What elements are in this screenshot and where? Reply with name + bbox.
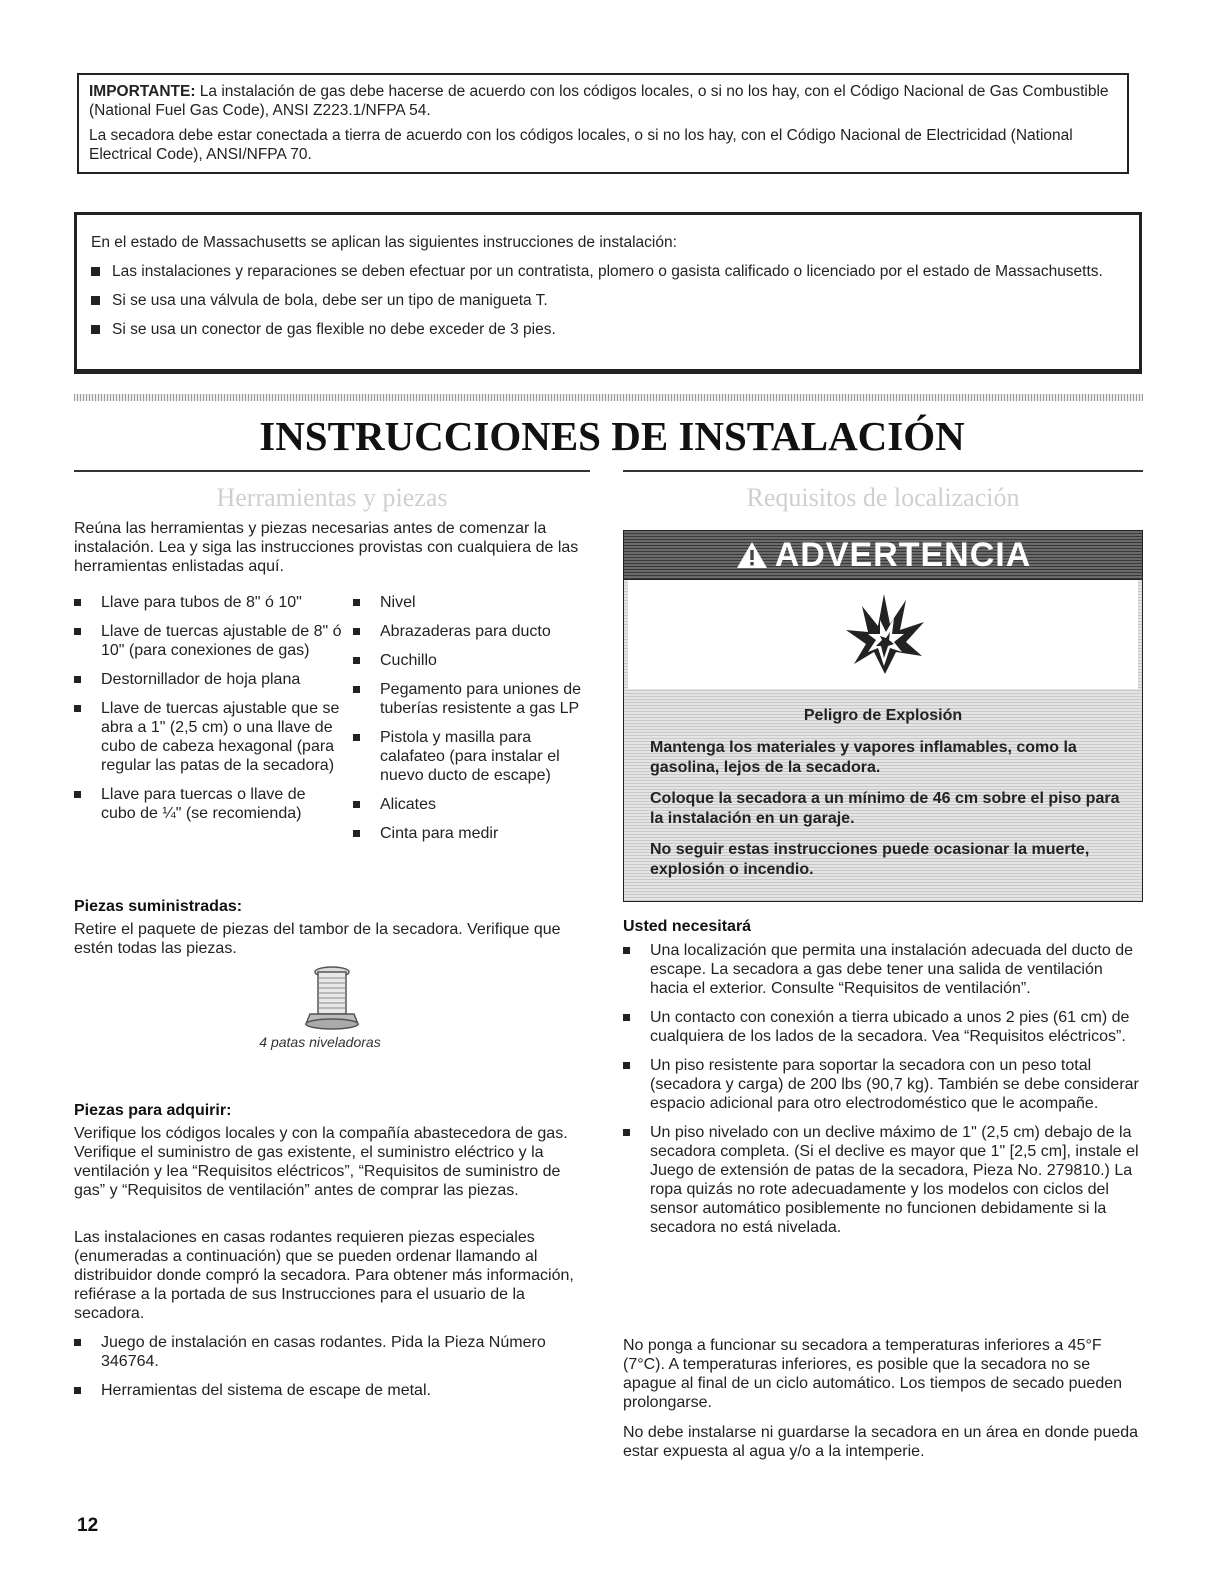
bullet-icon bbox=[74, 1387, 81, 1394]
need-list bbox=[623, 941, 1145, 1247]
explosion-icon bbox=[844, 592, 926, 678]
list-item bbox=[353, 824, 593, 843]
section-rule-left bbox=[74, 470, 590, 472]
list-item bbox=[623, 1056, 1145, 1113]
water-paragraph: No debe instalarse ni guardarse la secadora en un área en donde pueda estar expuesta al agua y/o a la intemperie. bbox=[623, 1424, 1139, 1460]
bullet-icon bbox=[353, 657, 360, 664]
list-item-text: Cuchillo bbox=[380, 652, 437, 669]
list-item bbox=[353, 622, 593, 641]
massachusetts-item bbox=[91, 291, 1125, 310]
list-item bbox=[353, 593, 593, 612]
acquire-parts-list bbox=[74, 1333, 590, 1410]
tools-list-col2 bbox=[353, 593, 593, 853]
bullet-icon bbox=[623, 1062, 630, 1069]
important-notice-box bbox=[77, 73, 1129, 174]
list-item-text: Un contacto con conexión a tierra ubicado a unos 2 pies (61 cm) de cualquiera de los lados de la secadora. Vea “Requisitos eléctricos”. bbox=[650, 1009, 1130, 1045]
tools-intro: Reúna las herramientas y piezas necesarias antes de comenzar la instalación. Lea y siga las instrucciones provistas con cualquiera de las herramientas enlistadas aquí. bbox=[74, 520, 579, 575]
list-item-text: Llave para tubos de 8" ó 10" bbox=[101, 594, 302, 611]
page-title: INSTRUCCIONES DE INSTALACIÓN bbox=[259, 413, 965, 459]
bullet-icon bbox=[91, 296, 100, 305]
list-item bbox=[353, 651, 593, 670]
list-item bbox=[74, 593, 344, 612]
section-title-tools: Herramientas y piezas bbox=[216, 483, 448, 512]
bullet-icon bbox=[353, 734, 360, 741]
acquire-parts-p1: Verifique los códigos locales y con la compañía abastecedora de gas. Verifique el suministro de gas existente, el suministro eléctrico y la ventilación y lea “Requisitos eléctricos”, “Requisitos de suministro de gas” y “Requisitos de ventilación” antes de comprar las piezas. bbox=[74, 1125, 568, 1199]
important-text-1: La instalación de gas debe hacerse de acuerdo con los códigos locales, o si no los hay, con el Código Nacional de Gas Combustible (National Fuel Gas Code), ANSI Z223.1/NFPA 54. bbox=[89, 83, 1109, 119]
bullet-icon bbox=[91, 267, 100, 276]
bullet-icon bbox=[74, 1339, 81, 1346]
section-title-location: Requisitos de localización bbox=[746, 483, 1020, 512]
list-item-text: Cinta para medir bbox=[380, 825, 499, 842]
list-item-text: Una localización que permita una instalación adecuada del ducto de escape. La secadora a gas debe tener una salida de ventilación hacia el exterior. Consulte “Requisitos de ventilación”. bbox=[650, 942, 1133, 997]
tools-list-col1 bbox=[74, 593, 344, 833]
list-item-text: Llave para tuercas o llave de cubo de ¼" (se recomienda) bbox=[101, 786, 306, 822]
list-item bbox=[353, 728, 593, 785]
list-item-text: Un piso nivelado con un declive máximo de 1" (2,5 cm) debajo de la secadora completa. (Si el declive es mayor que 1" [2,5 cm], instale el Juego de extensión de patas de la secadora, Pieza No. 279810.) La ropa quizás no rote adecuadamente y los modelos con ciclos del sensor automático posiblemente no funcionen debidamente si la secadora no está nivelada. bbox=[650, 1124, 1139, 1236]
bullet-icon bbox=[353, 801, 360, 808]
bullet-icon bbox=[353, 599, 360, 606]
bullet-icon bbox=[353, 830, 360, 837]
warning-text-2: Coloque la secadora a un mínimo de 46 cm sobre el piso para la instalación en un garaje. bbox=[650, 790, 1120, 827]
list-item bbox=[74, 785, 344, 823]
list-item-text: Pegamento para uniones de tuberías resistente a gas LP bbox=[380, 681, 582, 717]
list-item bbox=[623, 941, 1145, 998]
bullet-icon bbox=[91, 325, 100, 334]
warning-banner-label: ADVERTENCIA bbox=[774, 535, 1032, 574]
bullet-icon bbox=[623, 1129, 630, 1136]
list-item-text: Abrazaderas para ducto bbox=[380, 623, 551, 640]
list-item-text: Llave de tuercas ajustable que se abra a 1" (2,5 cm) o una llave de cubo de cabeza hexagonal (para regular las patas de la secadora) bbox=[101, 700, 340, 774]
temperature-paragraph: No ponga a funcionar su secadora a temperaturas inferiores a 45°F (7°C). A temperaturas inferiores, es posible que la secadora no se apague al final de un ciclo automático. Los tiempos de secado pueden prolongarse. bbox=[623, 1337, 1123, 1411]
bullet-icon bbox=[74, 791, 81, 798]
hazard-title: Peligro de Explosión bbox=[803, 707, 963, 724]
important-paragraph-2: La secadora debe estar conectada a tierra de acuerdo con los códigos locales, o si no los hay, con el Código Nacional de Electricidad (National Electrical Code), ANSI/NFPA 70. bbox=[89, 127, 1073, 163]
list-item bbox=[74, 1333, 590, 1371]
list-item-text: Llave de tuercas ajustable de 8" ó 10" (para conexiones de gas) bbox=[101, 623, 342, 659]
bullet-icon bbox=[74, 599, 81, 606]
warning-triangle-icon bbox=[735, 540, 769, 570]
important-label: IMPORTANTE: bbox=[89, 83, 196, 100]
bullet-icon bbox=[623, 947, 630, 954]
page-number: 12 bbox=[77, 1515, 99, 1536]
massachusetts-item bbox=[91, 320, 1125, 339]
bullet-icon bbox=[623, 1014, 630, 1021]
acquire-parts-heading: Piezas para adquirir: bbox=[74, 1102, 232, 1119]
figure-caption: 4 patas niveladoras bbox=[259, 1034, 381, 1050]
important-paragraph-1 bbox=[89, 82, 1117, 120]
bullet-icon bbox=[74, 705, 81, 712]
warning-text-3: No seguir estas instrucciones puede ocasionar la muerte, explosión o incendio. bbox=[650, 841, 1090, 878]
massachusetts-item-text: Las instalaciones y reparaciones se deben efectuar por un contratista, plomero o gasista calificado o licenciado por el estado de Massachusetts. bbox=[112, 263, 1103, 280]
list-item bbox=[353, 795, 593, 814]
warning-text-1: Mantenga los materiales y vapores inflamables, como la gasolina, lejos de la secadora. bbox=[650, 739, 1077, 776]
list-item bbox=[623, 1008, 1145, 1046]
need-heading: Usted necesitará bbox=[623, 918, 752, 935]
massachusetts-item-text: Si se usa un conector de gas flexible no debe exceder de 3 pies. bbox=[112, 321, 556, 338]
supplied-parts-text: Retire el paquete de piezas del tambor de la secadora. Verifique que estén todas las piezas. bbox=[74, 921, 561, 957]
list-item bbox=[74, 622, 344, 660]
bullet-icon bbox=[74, 628, 81, 635]
list-item-text: Alicates bbox=[380, 796, 437, 813]
list-item-text: Nivel bbox=[380, 594, 416, 611]
warning-banner bbox=[623, 530, 1143, 580]
list-item-text: Un piso resistente para soportar la secadora con un peso total (secadora y carga) de 200 lbs (90,7 kg). También se debe considerar espacio adicional para otro electrodoméstico que le acompañe. bbox=[650, 1057, 1139, 1112]
bullet-icon bbox=[353, 686, 360, 693]
list-item bbox=[353, 680, 593, 718]
dotted-divider bbox=[74, 394, 1143, 401]
supplied-parts-heading: Piezas suministradas: bbox=[74, 898, 243, 915]
list-item-text: Juego de instalación en casas rodantes. Pida la Pieza Número 346764. bbox=[101, 1334, 546, 1370]
list-item bbox=[74, 1381, 590, 1400]
acquire-parts-p2: Las instalaciones en casas rodantes requieren piezas especiales (enumeradas a continuación) que se pueden ordenar llamando al distribuidor donde compró la secadora. Para obtener más información, refiérase a la portada de sus Instrucciones para el usuario de la secadora. bbox=[74, 1229, 574, 1322]
bullet-icon bbox=[74, 676, 81, 683]
massachusetts-intro: En el estado de Massachusetts se aplican las siguientes instrucciones de instalación: bbox=[91, 234, 677, 251]
list-item bbox=[74, 670, 344, 689]
list-item bbox=[623, 1123, 1145, 1237]
bullet-icon bbox=[353, 628, 360, 635]
massachusetts-item-text: Si se usa una válvula de bola, debe ser un tipo de manigueta T. bbox=[112, 292, 548, 309]
section-rule-right bbox=[623, 470, 1143, 472]
list-item-text: Destornillador de hoja plana bbox=[101, 671, 301, 688]
leveling-leg-icon bbox=[302, 964, 362, 1032]
massachusetts-item bbox=[91, 262, 1125, 281]
list-item bbox=[74, 699, 344, 775]
list-item-text: Pistola y masilla para calafateo (para instalar el nuevo ducto de escape) bbox=[380, 729, 560, 784]
warning-symbol-area bbox=[628, 580, 1138, 689]
massachusetts-notice-box bbox=[74, 212, 1142, 374]
list-item-text: Herramientas del sistema de escape de metal. bbox=[101, 1382, 431, 1399]
